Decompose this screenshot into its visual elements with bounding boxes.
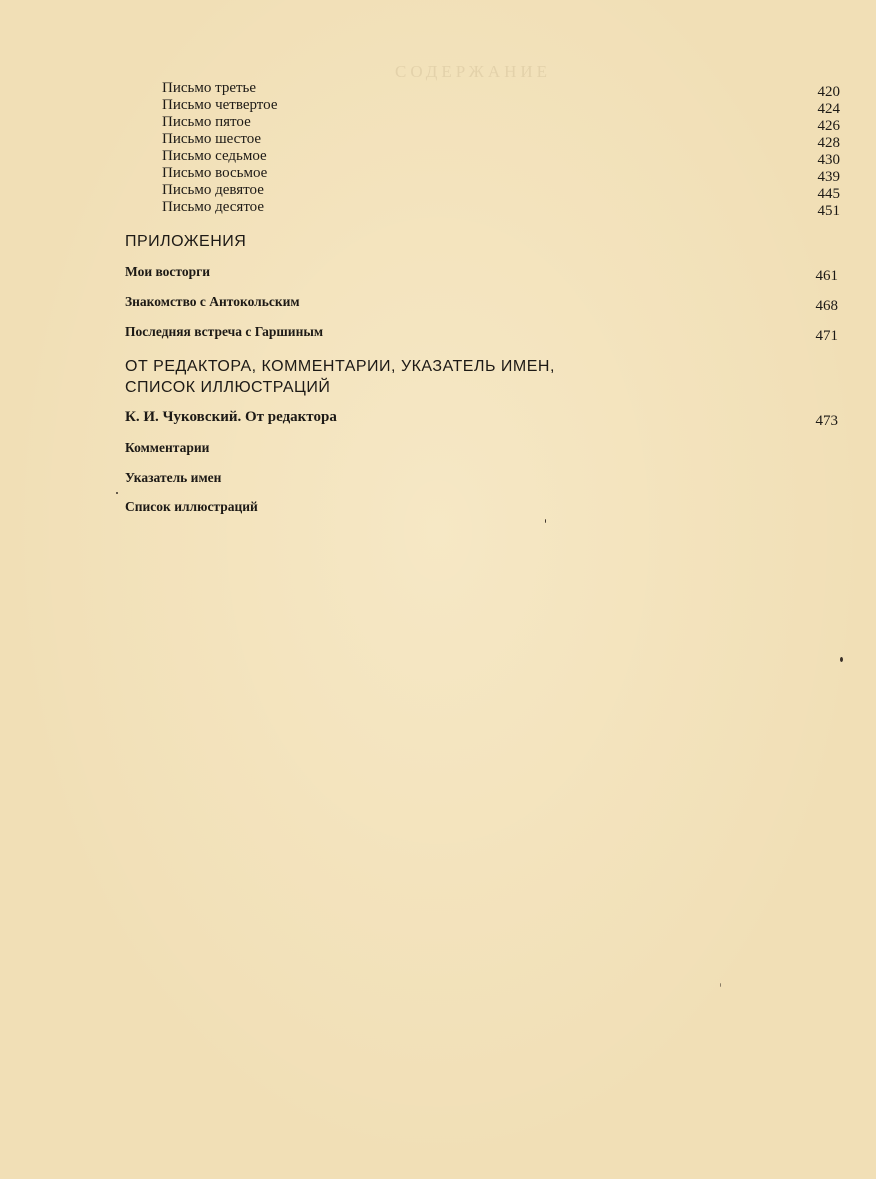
entry-page: 471 xyxy=(815,328,838,344)
list-item xyxy=(162,114,840,134)
entry-title: Письмо шестое xyxy=(162,131,262,147)
list-item xyxy=(125,470,838,490)
list-item xyxy=(162,148,840,168)
entry-page: 439 xyxy=(817,169,840,185)
entry-page: 426 xyxy=(817,118,840,134)
list-item xyxy=(125,499,838,519)
print-speck xyxy=(116,492,118,494)
entry-title: Письмо четвертое xyxy=(162,97,278,113)
bleed-through-text: СОДЕРЖАНИЕ xyxy=(395,62,552,81)
entry-title: Список иллюстраций xyxy=(125,499,258,514)
entry-page: 424 xyxy=(817,101,840,117)
list-item xyxy=(125,264,838,284)
entry-page: 430 xyxy=(817,152,840,168)
entry-title: К. И. Чуковский. От редактора xyxy=(125,409,337,425)
list-item xyxy=(162,97,840,117)
entry-title: Знакомство с Антокольским xyxy=(125,294,300,309)
entry-title: Комментарии xyxy=(125,440,210,455)
list-item xyxy=(162,199,840,219)
entry-title: Мои восторги xyxy=(125,264,211,279)
entry-title: Последняя встреча с Гаршиным xyxy=(125,324,324,339)
editorial-heading-line-2: СПИСОК ИЛЛЮСТРАЦИЙ xyxy=(125,379,331,396)
entry-page: 468 xyxy=(815,298,838,314)
print-speck xyxy=(545,519,546,523)
entry-page: 428 xyxy=(817,135,840,151)
letters-list xyxy=(162,80,840,219)
entry-page: 420 xyxy=(817,84,840,100)
entry-page: 451 xyxy=(817,203,840,219)
entry-title: Письмо восьмое xyxy=(162,165,268,181)
list-item xyxy=(125,324,838,344)
print-speck xyxy=(840,657,843,662)
entry-title: Письмо десятое xyxy=(162,199,265,215)
entry-page: 461 xyxy=(815,268,838,284)
list-item xyxy=(162,182,840,202)
list-item xyxy=(125,440,838,460)
list-item xyxy=(125,409,838,429)
entry-title: Письмо девятое xyxy=(162,182,264,198)
entry-page: 473 xyxy=(815,413,838,429)
editorial-heading-line-1: ОТ РЕДАКТОРА, КОММЕНТАРИИ, УКАЗАТЕЛЬ ИМЕН, xyxy=(125,358,555,375)
entry-title: Письмо пятое xyxy=(162,114,251,130)
entry-title: Письмо седьмое xyxy=(162,148,267,164)
list-item xyxy=(125,294,838,314)
entry-title: Письмо третье xyxy=(162,80,257,96)
entry-title: Указатель имен xyxy=(125,470,222,485)
appendix-heading: ПРИЛОЖЕНИЯ xyxy=(125,233,247,250)
list-item xyxy=(162,131,840,151)
list-item xyxy=(162,165,840,185)
print-speck xyxy=(720,983,721,987)
entry-page: 445 xyxy=(817,186,840,202)
list-item xyxy=(162,80,840,100)
